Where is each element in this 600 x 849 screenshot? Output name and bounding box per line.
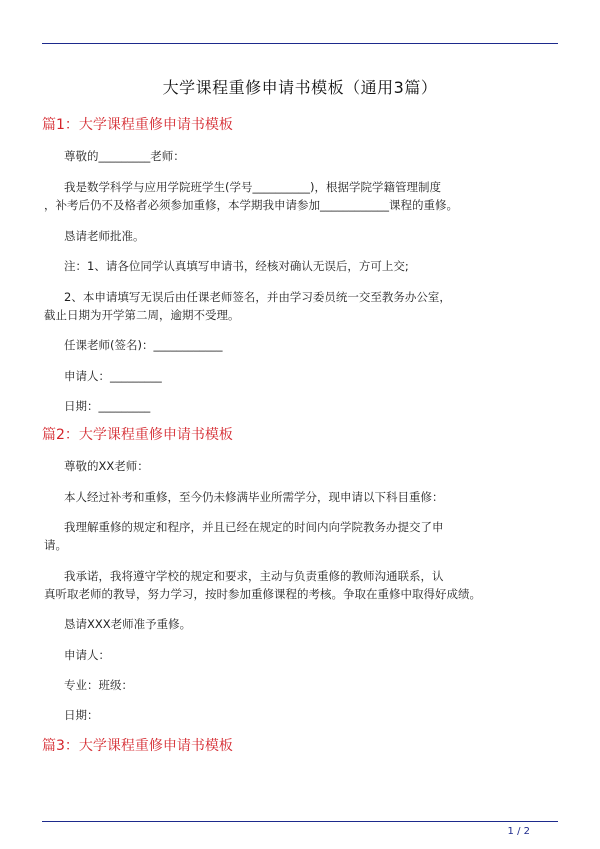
s2-para-2-line-2: 请。 xyxy=(44,538,67,552)
s2-date: 日期： xyxy=(64,708,99,722)
s2-applicant: 申请人： xyxy=(64,648,110,662)
s2-para-2-line-1: 我理解重修的规定和程序，并且已经在规定的时间内向学院教务办提交了申 xyxy=(64,520,444,534)
s2-para-3-line-1: 我承诺，我将遵守学校的规定和要求，主动与负责重修的教师沟通联系，认 xyxy=(64,569,444,583)
s1-note-2-line-2: 截止日期为开学第二周，逾期不受理。 xyxy=(44,308,240,322)
top-rule xyxy=(42,43,558,44)
s2-request: 恳请XXX老师准予重修。 xyxy=(64,617,192,631)
s2-salutation: 尊敬的XX老师： xyxy=(64,459,149,473)
s1-para-1-line-2: ，补考后仍不及格者必须参加重修，本学期我申请参加____________课程的重修。 xyxy=(44,198,458,212)
s1-applicant: 申请人：_________ xyxy=(64,369,162,383)
s1-note-2-line-1: 2、本申请填写无误后由任课老师签名，并由学习委员统一交至教务办公室， xyxy=(64,290,451,304)
s1-salutation: 尊敬的_________老师： xyxy=(64,149,185,163)
s1-para-1-line-1: 我是数学科学与应用学院班学生(学号__________)，根据学院学籍管理制度 xyxy=(64,180,441,194)
s1-note-1: 注：1、请各位同学认真填写申请书，经核对确认无误后，方可上交; xyxy=(64,259,409,273)
s2-para-3-line-2: 真听取老师的教导，努力学习，按时参加重修课程的考核。争取在重修中取得好成绩。 xyxy=(44,587,481,601)
s2-major-class: 专业：班级： xyxy=(64,678,133,692)
section-1-heading: 篇1：大学课程重修申请书模板 xyxy=(42,117,233,133)
section-3-heading: 篇3：大学课程重修申请书模板 xyxy=(42,738,233,754)
section-2-heading: 篇2：大学课程重修申请书模板 xyxy=(42,427,233,443)
s1-request: 恳请老师批准。 xyxy=(64,229,145,243)
s1-teacher-signature: 任课老师(签名)：____________ xyxy=(64,338,223,352)
bottom-rule xyxy=(42,821,558,822)
document-title: 大学课程重修申请书模板（通用3篇） xyxy=(162,78,438,97)
page-indicator: 1 / 2 xyxy=(507,826,530,837)
s1-date: 日期：_________ xyxy=(64,399,151,413)
s2-para-1: 本人经过补考和重修，至今仍未修满毕业所需学分，现申请以下科目重修： xyxy=(64,490,444,504)
